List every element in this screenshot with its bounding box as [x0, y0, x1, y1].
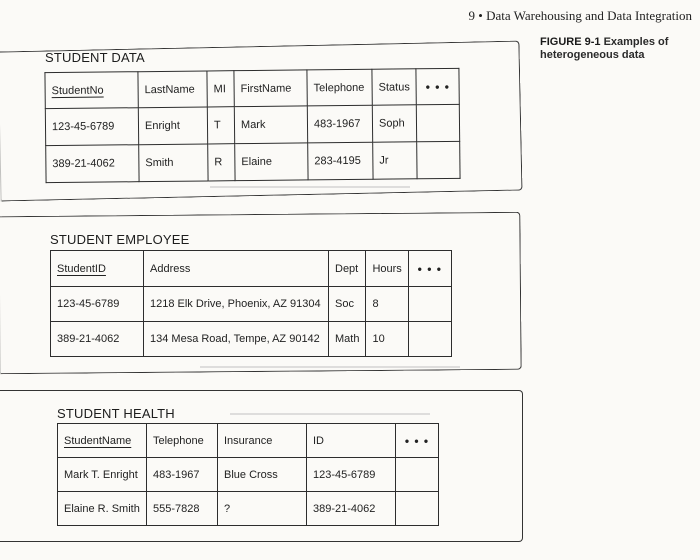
- student-health-title: STUDENT HEALTH: [57, 406, 175, 421]
- column-header: Status: [372, 69, 417, 105]
- chapter-title: Data Warehousing and Data Integration: [486, 8, 692, 23]
- page-number: 9: [468, 8, 476, 23]
- column-header: Address: [144, 251, 329, 287]
- student-employee-header-row: [51, 251, 452, 287]
- table-cell: Elaine R. Smith: [58, 492, 147, 526]
- figure-text: Examples of heterogeneous data: [540, 36, 669, 61]
- table-cell: Soph: [372, 105, 417, 142]
- table-row: [45, 104, 460, 145]
- student-health-header-row: [58, 424, 439, 458]
- table-cell: Mark: [234, 106, 307, 144]
- table-cell: Mark T. Enright: [58, 458, 147, 492]
- column-header: StudentNo: [45, 72, 138, 109]
- table-cell: ?: [218, 492, 307, 526]
- column-header: Insurance: [218, 424, 307, 458]
- table-cell: Jr: [373, 142, 418, 179]
- table-cell: 123-45-6789: [45, 108, 138, 146]
- table-cell: Smith: [139, 144, 208, 182]
- column-header: Hours: [366, 251, 408, 287]
- scan-artifact: [200, 366, 460, 368]
- table-cell: 283-4195: [308, 142, 373, 180]
- more-columns-icon: • • •: [416, 68, 459, 104]
- table-cell: 389-21-4062: [46, 145, 139, 183]
- table-cell: [396, 492, 439, 526]
- table-cell: 483-1967: [307, 105, 372, 143]
- student-data-table: [44, 68, 460, 183]
- column-header: Dept: [329, 251, 366, 287]
- table-cell: 389-21-4062: [51, 322, 144, 357]
- student-data-header-row: [45, 68, 460, 108]
- table-cell: 1218 Elk Drive, Phoenix, AZ 91304: [144, 287, 329, 322]
- column-header: StudentName: [58, 424, 147, 458]
- table-cell: T: [207, 107, 234, 144]
- student-employee-table: [50, 250, 452, 357]
- table-cell: [396, 458, 439, 492]
- scan-artifact: [230, 413, 430, 415]
- table-row: [46, 141, 461, 182]
- header-bullet: •: [478, 8, 483, 23]
- column-header: MI: [207, 71, 234, 107]
- more-columns-icon: • • •: [396, 424, 439, 458]
- figure-caption: [540, 36, 695, 62]
- table-cell: 123-45-6789: [307, 458, 396, 492]
- table-cell: 123-45-6789: [51, 287, 144, 322]
- table-cell: 389-21-4062: [307, 492, 396, 526]
- table-cell: 483-1967: [147, 458, 218, 492]
- student-employee-title: STUDENT EMPLOYEE: [50, 232, 190, 247]
- student-health-table: [57, 423, 439, 526]
- table-cell: Enright: [138, 107, 207, 145]
- table-row: [58, 492, 439, 526]
- student-data-title: STUDENT DATA: [45, 50, 145, 65]
- table-cell: [416, 104, 459, 141]
- table-cell: [408, 287, 451, 322]
- table-cell: 555-7828: [147, 492, 218, 526]
- column-header: FirstName: [234, 70, 307, 107]
- figure-label: FIGURE 9-1: [540, 36, 601, 48]
- scan-artifact: [210, 186, 410, 188]
- column-header: LastName: [138, 71, 207, 108]
- table-cell: R: [208, 144, 235, 181]
- table-row: [51, 322, 452, 357]
- column-header: ID: [307, 424, 396, 458]
- table-cell: Math: [329, 322, 366, 357]
- column-header: Telephone: [307, 69, 372, 106]
- table-cell: 10: [366, 322, 408, 357]
- table-cell: 134 Mesa Road, Tempe, AZ 90142: [144, 322, 329, 357]
- table-cell: [417, 141, 460, 178]
- table-cell: [408, 322, 451, 357]
- more-columns-icon: • • •: [408, 251, 451, 287]
- table-cell: Blue Cross: [218, 458, 307, 492]
- column-header: StudentID: [51, 251, 144, 287]
- table-row: [58, 458, 439, 492]
- column-header: Telephone: [147, 424, 218, 458]
- table-cell: 8: [366, 287, 408, 322]
- table-cell: Soc: [329, 287, 366, 322]
- table-row: [51, 287, 452, 322]
- running-header: [469, 8, 692, 24]
- table-cell: Elaine: [235, 143, 308, 181]
